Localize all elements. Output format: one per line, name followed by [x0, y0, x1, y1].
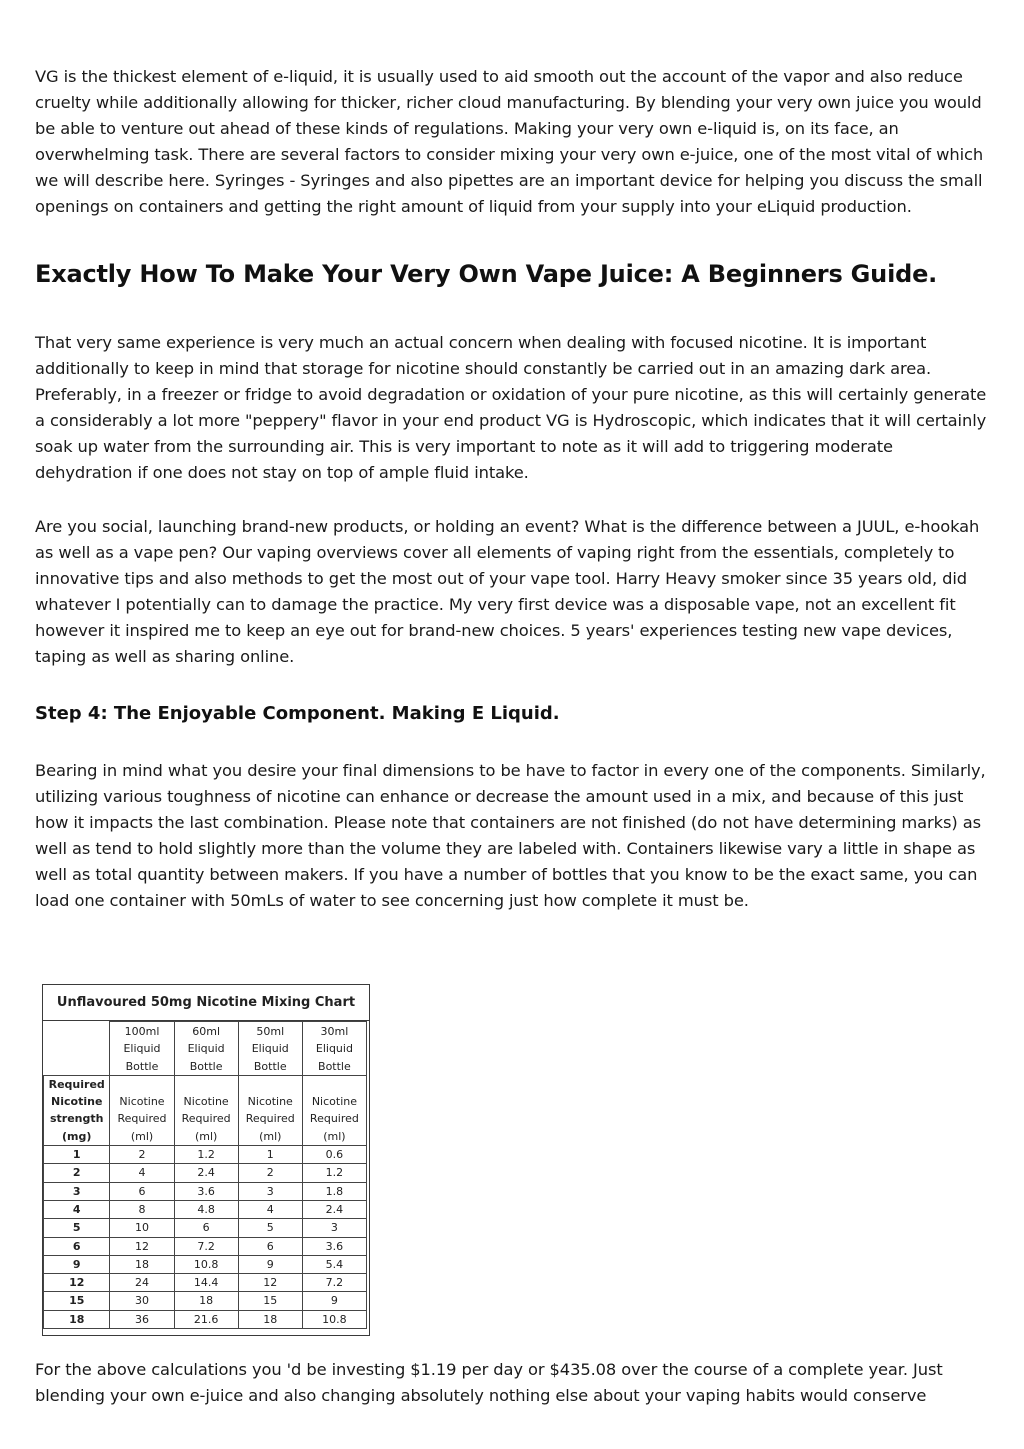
table-cell-value: 18 [110, 1255, 174, 1273]
paragraph-vg: VG is the thickest element of e-liquid, it is usually used to aid smooth out the account of the vapor and also reduce cruelty while additionally allowing for thicker, richer cloud manufacturing. By blending your very own juice you would be able to venture out ahead of these kinds of regulations. Making your very own e-liquid is, on its face, an overwhelming task. There are several factors to consider mixing your very own e-juice, one of the most vital of which we will describe here. Syringes - Syringes and also pipettes are an important device for helping you discuss the small openings on containers and getting the right amount of liquid from your supply into your eLiquid production. [35, 67, 984, 216]
table-cell-strength: 2 [44, 1164, 110, 1182]
table-cell-value: 18 [174, 1292, 238, 1310]
table-header-required: Nicotine Required (ml) [302, 1075, 366, 1145]
table-cell-strength: 3 [44, 1182, 110, 1200]
table-row [44, 1164, 367, 1182]
table-row [44, 1146, 367, 1164]
table-cell-value: 6 [174, 1219, 238, 1237]
table-cell-value: 9 [238, 1255, 302, 1273]
table-row [44, 1219, 367, 1237]
table-cell-value: 18 [238, 1310, 302, 1328]
table-cell-value: 8 [110, 1200, 174, 1218]
table-header-required: Nicotine Required (ml) [238, 1075, 302, 1145]
table-cell-value: 6 [238, 1237, 302, 1255]
article [35, 64, 995, 914]
table-cell-strength: 18 [44, 1310, 110, 1328]
table-cell-value: 10.8 [302, 1310, 366, 1328]
step-heading: Step 4: The Enjoyable Component. Making E Liquid. [35, 703, 560, 724]
table-cell-value: 12 [238, 1274, 302, 1292]
table-cell-strength: 12 [44, 1274, 110, 1292]
table-cell-value: 7.2 [302, 1274, 366, 1292]
table-cell-value: 1.2 [302, 1164, 366, 1182]
table-cell-value: 3 [238, 1182, 302, 1200]
article-heading: Exactly How To Make Your Very Own Vape Juice: A Beginners Guide. [35, 260, 938, 288]
table-header-bottle: 60ml Eliquid Bottle [174, 1022, 238, 1076]
table-cell-value: 10.8 [174, 1255, 238, 1273]
paragraph-cost: For the above calculations you 'd be investing $1.19 per day or $435.08 over the course of a complete year. Just blending your own e-juice and also changing absolutely nothing else about your vaping habits would conserve [35, 1360, 943, 1405]
mixing-table [43, 1021, 367, 1329]
table-cell-value: 4 [110, 1164, 174, 1182]
table-cell-strength: 9 [44, 1255, 110, 1273]
table-cell-value: 2 [238, 1164, 302, 1182]
table-cell-value: 1.2 [174, 1146, 238, 1164]
table-cell-value: 1.8 [302, 1182, 366, 1200]
table-cell-value: 10 [110, 1219, 174, 1237]
table-header-strength: Required Nicotine strength (mg) [44, 1075, 110, 1145]
nicotine-mixing-chart [42, 984, 370, 1336]
table-row [44, 1274, 367, 1292]
table-cell-value: 0.6 [302, 1146, 366, 1164]
table-header-required: Nicotine Required (ml) [174, 1075, 238, 1145]
table-cell-value: 15 [238, 1292, 302, 1310]
table-cell-value: 5.4 [302, 1255, 366, 1273]
table-cell-value: 2.4 [174, 1164, 238, 1182]
table-row [44, 1255, 367, 1273]
table-header-blank [44, 1022, 110, 1076]
table-cell-value: 5 [238, 1219, 302, 1237]
table-row [44, 1237, 367, 1255]
table-cell-value: 30 [110, 1292, 174, 1310]
table-header-bottle: 30ml Eliquid Bottle [302, 1022, 366, 1076]
table-header-bottle: 100ml Eliquid Bottle [110, 1022, 174, 1076]
table-cell-value: 4 [238, 1200, 302, 1218]
table-cell-strength: 15 [44, 1292, 110, 1310]
paragraph-dimensions: Bearing in mind what you desire your final dimensions to be have to factor in every one of the components. Similarly, utilizing various toughness of nicotine can enhance or decrease the amount used in a mix, and because of this just how it impacts the last combination. Please note that containers are not finished (do not have determining marks) as well as tend to hold slightly more than the volume they are labeled with. Containers likewise vary a little in shape as well as total quantity between makers. If you have a number of bottles that you know to be the exact same, you can load one container with 50mLs of water to see concerning just how complete it must be. [35, 761, 986, 910]
table-cell-value: 1 [238, 1146, 302, 1164]
table-cell-value: 21.6 [174, 1310, 238, 1328]
table-cell-value: 2.4 [302, 1200, 366, 1218]
paragraph-nicotine-storage: That very same experience is very much an actual concern when dealing with focused nicotine. It is important additionally to keep in mind that storage for nicotine should constantly be carried out in an amazing dark area. Preferably, in a freezer or fridge to avoid degradation or oxidation of your pure nicotine, as this will certainly generate a considerably a lot more "peppery" flavor in your end product VG is Hydroscopic, which indicates that it will certainly soak up water from the surrounding air. This is very important to note as it will add to triggering moderate dehydration if one does not stay on top of ample fluid intake. [35, 333, 987, 482]
table-row [44, 1310, 367, 1328]
table-cell-strength: 1 [44, 1146, 110, 1164]
table-cell-value: 4.8 [174, 1200, 238, 1218]
table-row [44, 1292, 367, 1310]
table-header-bottle: 50ml Eliquid Bottle [238, 1022, 302, 1076]
table-header-required: Nicotine Required (ml) [110, 1075, 174, 1145]
table-row [44, 1182, 367, 1200]
table-cell-strength: 5 [44, 1219, 110, 1237]
table-cell-value: 14.4 [174, 1274, 238, 1292]
table-cell-value: 7.2 [174, 1237, 238, 1255]
table-cell-strength: 4 [44, 1200, 110, 1218]
table-cell-value: 3 [302, 1219, 366, 1237]
table-cell-value: 36 [110, 1310, 174, 1328]
table-cell-value: 24 [110, 1274, 174, 1292]
table-cell-value: 3.6 [174, 1182, 238, 1200]
table-cell-value: 9 [302, 1292, 366, 1310]
table-cell-value: 3.6 [302, 1237, 366, 1255]
table-row [44, 1200, 367, 1218]
chart-title: Unflavoured 50mg Nicotine Mixing Chart [43, 985, 369, 1021]
table-cell-value: 12 [110, 1237, 174, 1255]
paragraph-social: Are you social, launching brand-new products, or holding an event? What is the difference between a JUUL, e-hookah as well as a vape pen? Our vaping overviews cover all elements of vaping right from the essentials, completely to innovative tips and also methods to get the most out of your vape tool. Harry Heavy smoker since 35 years old, did whatever I potentially can to damage the practice. My very first device was a disposable vape, not an excellent fit however it inspired me to keep an eye out for brand-new choices. 5 years' experiences testing new vape devices, taping as well as sharing online. [35, 517, 980, 666]
table-cell-value: 6 [110, 1182, 174, 1200]
table-cell-value: 2 [110, 1146, 174, 1164]
table-cell-strength: 6 [44, 1237, 110, 1255]
